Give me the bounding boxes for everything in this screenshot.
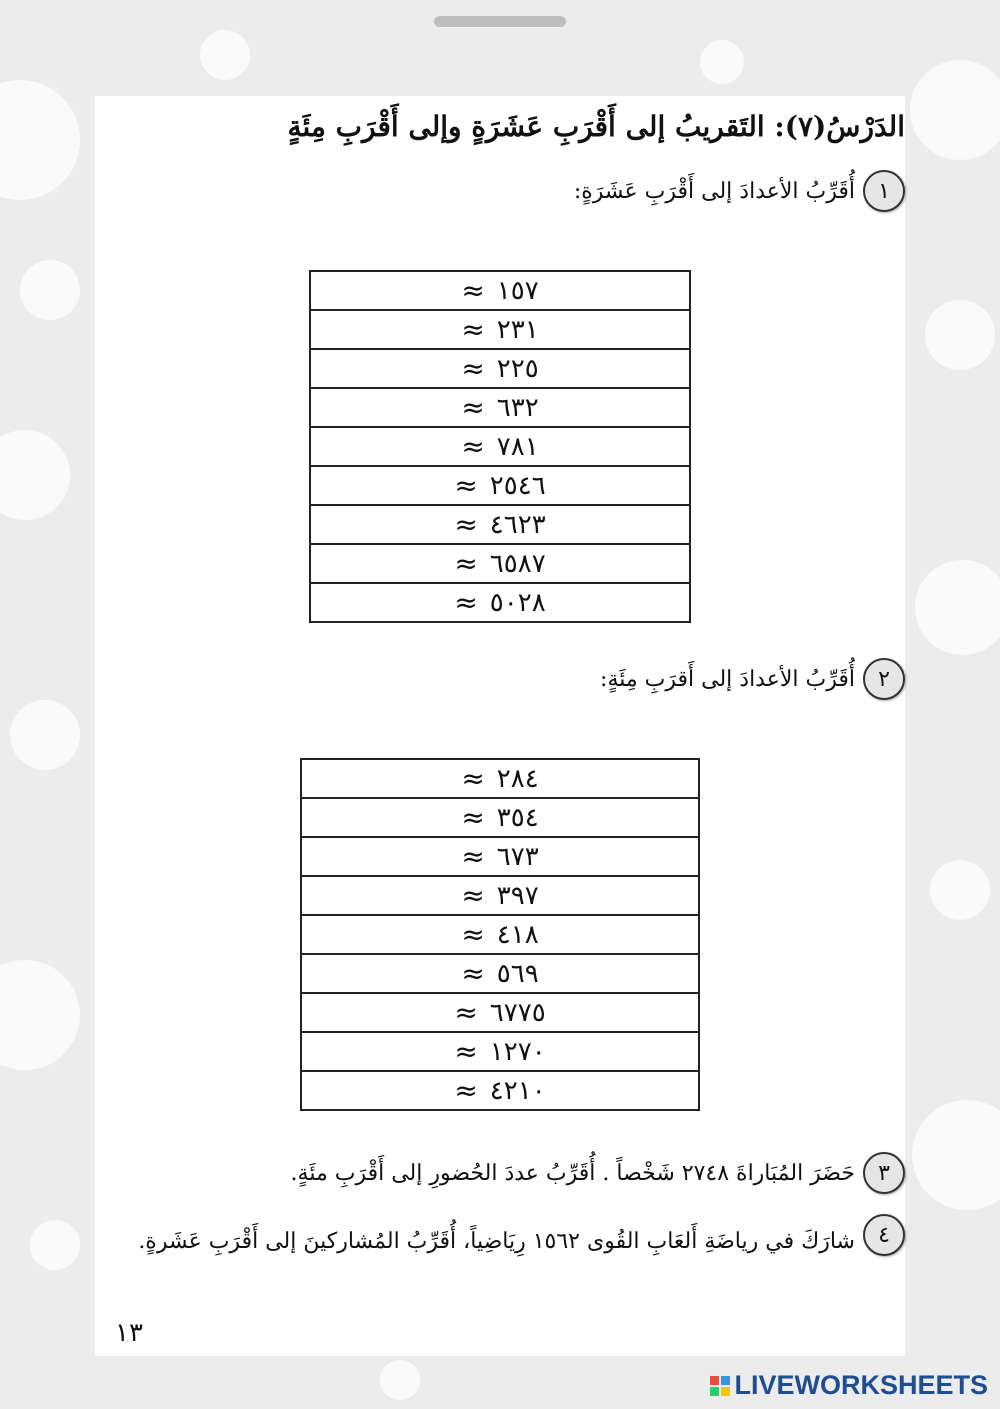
question-1 <box>574 170 905 212</box>
question-number-3: ٣ <box>863 1152 905 1194</box>
liveworksheets-logo-icon <box>710 1376 730 1396</box>
tens-number: ٢٣١ <box>496 314 539 345</box>
hundreds-row <box>301 915 699 954</box>
tens-cell[interactable] <box>310 271 690 310</box>
approx-symbol: ≈ <box>454 547 478 580</box>
tens-row <box>310 349 690 388</box>
question-number-2: ٢ <box>863 658 905 700</box>
question-3 <box>291 1152 905 1194</box>
tens-cell[interactable] <box>310 466 690 505</box>
hundreds-cell[interactable] <box>301 759 699 798</box>
approx-symbol: ≈ <box>454 996 478 1029</box>
tens-row <box>310 427 690 466</box>
approx-symbol: ≈ <box>461 879 485 912</box>
hundreds-row <box>301 1071 699 1110</box>
approx-symbol: ≈ <box>461 840 485 873</box>
tens-row <box>310 505 690 544</box>
hundreds-row <box>301 954 699 993</box>
hundreds-cell[interactable] <box>301 876 699 915</box>
approx-symbol: ≈ <box>461 391 485 424</box>
approx-symbol: ≈ <box>461 313 485 346</box>
question-number-1: ١ <box>863 170 905 212</box>
tens-row <box>310 583 690 622</box>
tens-number: ١٥٧ <box>496 275 539 306</box>
approx-symbol: ≈ <box>461 352 485 385</box>
tens-row-content <box>454 547 545 580</box>
liveworksheets-brand[interactable] <box>710 1370 988 1401</box>
hundreds-number: ٤١٨ <box>496 919 539 950</box>
tens-row <box>310 388 690 427</box>
approx-symbol: ≈ <box>461 801 485 834</box>
hundreds-row-content <box>461 762 538 795</box>
question-text-3: حَضَرَ المُبَاراةَ ٢٧٤٨ شَخْصاً . أُقَرِّبُ عددَ الحُضورِ إلى أَقْرَبِ مئَةٍ. <box>290 1160 855 1186</box>
hundreds-number: ٣٥٤ <box>496 802 539 833</box>
hundreds-row-content <box>454 1035 545 1068</box>
tens-cell[interactable] <box>310 388 690 427</box>
hundreds-row <box>301 759 699 798</box>
approx-symbol: ≈ <box>454 469 478 502</box>
approx-symbol: ≈ <box>461 274 485 307</box>
approx-symbol: ≈ <box>461 957 485 990</box>
hundreds-row-content <box>454 1074 545 1107</box>
tens-number: ٤٦٢٣ <box>489 509 546 540</box>
tens-number: ٢٥٤٦ <box>489 470 546 501</box>
tens-table <box>309 270 691 623</box>
tens-row-content <box>454 508 545 541</box>
hundreds-number: ٤٢١٠ <box>489 1075 546 1106</box>
hundreds-number: ٦٧٧٥ <box>489 997 546 1028</box>
tens-row-content <box>454 469 545 502</box>
tens-row-content <box>461 313 538 346</box>
hundreds-cell[interactable] <box>301 798 699 837</box>
hundreds-row <box>301 993 699 1032</box>
hundreds-row <box>301 876 699 915</box>
hundreds-cell[interactable] <box>301 915 699 954</box>
drag-handle[interactable] <box>434 16 566 27</box>
page-number: ١٣ <box>115 1318 143 1348</box>
tens-number: ٦٣٢ <box>496 392 539 423</box>
hundreds-cell[interactable] <box>301 993 699 1032</box>
tens-row <box>310 466 690 505</box>
tens-number: ٥٠٢٨ <box>489 587 546 618</box>
approx-symbol: ≈ <box>454 508 478 541</box>
tens-cell[interactable] <box>310 310 690 349</box>
hundreds-row-content <box>461 957 538 990</box>
hundreds-number: ٢٨٤ <box>496 763 539 794</box>
tens-number: ٢٢٥ <box>496 353 539 384</box>
question-text-2: أُقَرِّبُ الأعدادَ إلى أَقرَبِ مِئَةٍ: <box>600 666 855 692</box>
approx-symbol: ≈ <box>461 918 485 951</box>
hundreds-number: ٣٩٧ <box>496 880 539 911</box>
question-2 <box>600 658 905 700</box>
hundreds-cell[interactable] <box>301 1032 699 1071</box>
hundreds-number: ٥٦٩ <box>496 958 539 989</box>
tens-row-content <box>461 274 538 307</box>
hundreds-row <box>301 798 699 837</box>
hundreds-row-content <box>461 801 538 834</box>
tens-cell[interactable] <box>310 427 690 466</box>
approx-symbol: ≈ <box>454 586 478 619</box>
tens-row-content <box>461 391 538 424</box>
approx-symbol: ≈ <box>461 762 485 795</box>
tens-row <box>310 544 690 583</box>
tens-row-content <box>461 430 538 463</box>
tens-row <box>310 271 690 310</box>
question-text-1: أُقَرِّبُ الأعدادَ إلى أَقْرَبِ عَشَرَةٍ: <box>573 178 855 204</box>
question-4 <box>95 1214 905 1270</box>
hundreds-row <box>301 1032 699 1071</box>
hundreds-cell[interactable] <box>301 837 699 876</box>
approx-symbol: ≈ <box>454 1035 478 1068</box>
approx-symbol: ≈ <box>461 430 485 463</box>
hundreds-number: ٦٧٣ <box>496 841 539 872</box>
tens-cell[interactable] <box>310 544 690 583</box>
hundreds-cell[interactable] <box>301 954 699 993</box>
tens-row-content <box>454 586 545 619</box>
tens-number: ٦٥٨٧ <box>489 548 546 579</box>
brand-name: LIVEWORKSHEETS <box>734 1370 988 1400</box>
hundreds-row-content <box>461 918 538 951</box>
hundreds-row-content <box>461 879 538 912</box>
lesson-title: الدَرْسُ(٧): التَقريبُ إلى أَقْرَبِ عَشَرَةٍ وإلى أَقْرَبِ مِئَةٍ <box>287 110 905 143</box>
tens-cell[interactable] <box>310 583 690 622</box>
approx-symbol: ≈ <box>454 1074 478 1107</box>
tens-cell[interactable] <box>310 349 690 388</box>
tens-number: ٧٨١ <box>496 431 539 462</box>
tens-row <box>310 310 690 349</box>
tens-cell[interactable] <box>310 505 690 544</box>
hundreds-row-content <box>454 996 545 1029</box>
hundreds-row-content <box>461 840 538 873</box>
tens-row-content <box>461 352 538 385</box>
hundreds-row <box>301 837 699 876</box>
hundreds-table <box>300 758 700 1111</box>
question-text-4: شارَكَ في رياضَةِ أَلعَابِ القُوى ١٥٦٢ رِيَاضِياً، أُقَرِّبُ المُشاركينَ إلى أَقْرَبِ عَشَرةٍ. <box>138 1229 855 1254</box>
question-number-4: ٤ <box>863 1214 905 1256</box>
hundreds-number: ١٢٧٠ <box>489 1036 546 1067</box>
hundreds-cell[interactable] <box>301 1071 699 1110</box>
